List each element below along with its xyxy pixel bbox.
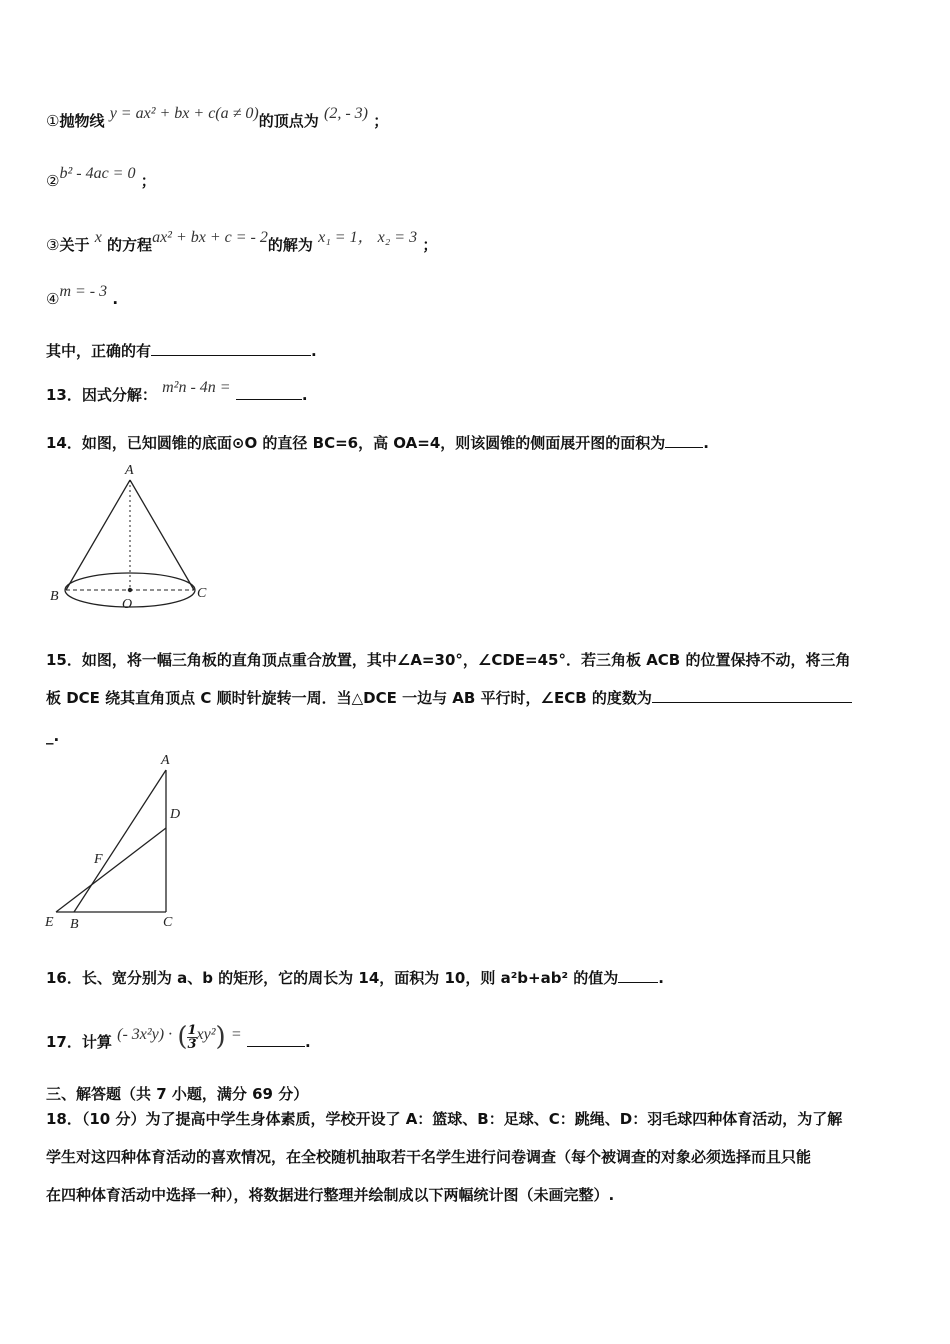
item-2-end: ； xyxy=(140,172,156,190)
conclusion-text: 其中，正确的有 xyxy=(46,342,152,360)
label-a: A xyxy=(125,463,134,478)
q14-text: 14．如图，已知圆锥的底面⊙O 的直径 BC=6，高 OA=4，则该圆锥的侧面展开图的面积为 xyxy=(46,434,666,452)
conclusion xyxy=(46,340,317,361)
q17-equals: = xyxy=(230,1026,242,1043)
question-13 xyxy=(46,379,308,405)
item-3-end: ； xyxy=(422,236,438,254)
q17-formula-b: xy² xyxy=(196,1026,216,1043)
q15-line2 xyxy=(46,679,906,717)
question-16 xyxy=(46,967,664,988)
q15-line2-text: 板 DCE 绕其直角顶点 C 顺时针旋转一周．当△DCE 一边与 AB 平行时，∠ECB 的度数为 xyxy=(46,689,652,707)
label-e: E xyxy=(45,915,54,930)
solution-values: x₁ = 1， x₂ = 3 xyxy=(318,229,418,246)
discriminant-formula: b² - 4ac = 0 xyxy=(59,165,136,182)
marker-3: ③ xyxy=(46,236,60,254)
item-1-end: ； xyxy=(373,112,389,130)
question-17: 17．计算 (- 3x²y) · ( $\frac{1}{3}$ xy²) = . xyxy=(46,1022,311,1052)
answer-blank-16[interactable] xyxy=(618,968,658,983)
center-point-o xyxy=(128,588,132,592)
question-14 xyxy=(46,432,709,453)
fraction-denominator: 3 xyxy=(187,1036,197,1052)
q13-formula: m²n - 4n = xyxy=(162,379,231,396)
label-f: F xyxy=(94,852,103,867)
q16-text: 16．长、宽分别为 a、b 的矩形，它的周长为 14，面积为 10，则 a²b+ab² 的值为 xyxy=(46,969,619,987)
item-1 xyxy=(46,105,389,131)
q14-end: . xyxy=(703,434,709,452)
section-3-title-text: 三、解答题（共 7 小题，满分 69 分） xyxy=(46,1085,309,1103)
label-d: D xyxy=(170,807,181,822)
marker-1: ① xyxy=(46,112,60,130)
m-value: m = - 3 xyxy=(59,283,108,300)
label-b: B xyxy=(50,589,59,604)
fraction-one-third xyxy=(187,1024,196,1051)
item-2 xyxy=(46,165,156,191)
item-3-mid1: 的方程 xyxy=(107,236,153,254)
label-o: O xyxy=(122,597,133,612)
item-1-pre: 抛物线 xyxy=(59,112,105,130)
answer-blank-12[interactable] xyxy=(151,341,311,356)
q16-end: . xyxy=(658,969,664,987)
q13-end: . xyxy=(301,386,308,404)
conclusion-end: . xyxy=(311,342,317,360)
q15-line3: _. xyxy=(46,727,60,745)
line-ab xyxy=(74,770,166,912)
label-c: C xyxy=(163,915,173,930)
fraction-numerator: 1 xyxy=(187,1022,197,1038)
item-4 xyxy=(46,283,119,309)
q17-label: 17．计算 xyxy=(46,1033,112,1051)
item-1-mid: 的顶点为 xyxy=(258,112,319,130)
label-a: A xyxy=(161,753,170,768)
vertex-value: (2, - 3) xyxy=(323,105,368,122)
answer-blank-13[interactable] xyxy=(236,385,302,400)
marker-2: ② xyxy=(46,172,60,190)
triangles-figure xyxy=(40,750,200,940)
line-de xyxy=(56,828,166,912)
cone-figure xyxy=(46,460,216,615)
q17-formula-a: (- 3x²y) · xyxy=(117,1026,173,1043)
question-15 xyxy=(46,641,906,755)
q15-line1: 15．如图，将一幅三角板的直角顶点重合放置，其中∠A=30°，∠CDE=45°．若三角板 ACB 的位置保持不动，将三角 xyxy=(46,651,851,669)
answer-blank-17[interactable] xyxy=(247,1032,305,1047)
q13-label: 13．因式分解： xyxy=(46,386,157,404)
answer-blank-14[interactable] xyxy=(665,433,703,448)
parabola-formula: y = ax² + bx + c(a ≠ 0) xyxy=(109,105,259,122)
q18-line1: 18．（10 分）为了提高中学生身体素质，学校开设了 A：篮球、B：足球、C：跳绳、D：羽毛球四种体育活动，为了解 xyxy=(46,1110,843,1128)
item-3-pre: 关于 xyxy=(59,236,90,254)
variable-x: x xyxy=(94,229,102,246)
question-18 xyxy=(46,1100,906,1214)
label-b: B xyxy=(70,917,79,932)
answer-blank-15[interactable] xyxy=(652,688,852,703)
marker-4: ④ xyxy=(46,290,60,308)
q18-line2: 学生对这四种体育活动的喜欢情况，在全校随机抽取若干名学生进行问卷调查（每个被调查的对象必须选择而且只能 xyxy=(46,1148,812,1166)
item-3-mid2: 的解为 xyxy=(267,236,313,254)
q18-line3: 在四种体育活动中选择一种），将数据进行整理并绘制成以下两幅统计图（未画完整）. xyxy=(46,1186,615,1204)
q17-end: . xyxy=(304,1033,311,1051)
label-c: C xyxy=(197,586,207,601)
equation-formula: ax² + bx + c = - 2 xyxy=(152,229,268,246)
item-4-end: . xyxy=(112,290,119,308)
item-3 xyxy=(46,229,438,255)
